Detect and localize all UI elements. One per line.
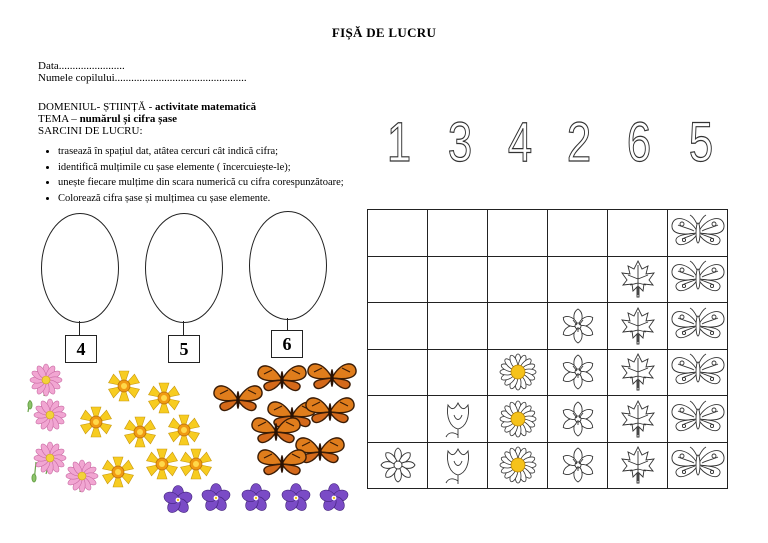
task-item: • Colorează cifra șase și mulțimea cu șase elemente. [58, 191, 344, 207]
ladder-row [368, 210, 728, 257]
ladder-cell [368, 442, 428, 489]
outline-digit: 4 [507, 110, 533, 173]
outline-digit: 3 [447, 110, 473, 173]
ladder-row [368, 349, 728, 396]
ladder-cell [668, 396, 728, 443]
daisy-icon [488, 352, 547, 392]
ladder-cell [548, 210, 608, 257]
ladder-row [368, 256, 728, 303]
ladder-cell [668, 210, 728, 257]
maple-leaf-icon [608, 399, 667, 439]
number-box: 6 [271, 330, 303, 358]
lily-icon [548, 400, 607, 438]
ladder-cell [668, 256, 728, 303]
ladder-cell [488, 210, 548, 257]
ladder-cell [608, 256, 668, 303]
number-box: 4 [65, 335, 97, 363]
ladder-cell [608, 396, 668, 443]
theme-label: TEMA – [38, 113, 77, 125]
oval-connector [287, 318, 288, 330]
tulip-icon [428, 399, 487, 439]
ladder-cell [608, 210, 668, 257]
task-item: • identifică mulțimile cu șase elemente ( încercuiește-le); [58, 160, 344, 176]
butterfly-icon [668, 258, 727, 300]
outline-digit: 5 [688, 110, 714, 173]
outline-digit: 2 [566, 110, 592, 173]
ladder-cell [548, 256, 608, 303]
ladder-cell [368, 396, 428, 443]
ladder-cell [368, 210, 428, 257]
butterfly-icon [668, 398, 727, 440]
ladder-cell [668, 303, 728, 350]
ladder-cell [488, 303, 548, 350]
task-item: • trasează în spațiul dat, atâtea cercuri cât indică cifra; [58, 144, 344, 160]
daisy-icon [488, 445, 547, 485]
oval-connector [79, 321, 80, 335]
ladder-cell [488, 256, 548, 303]
number-box: 5 [168, 335, 200, 363]
theme-line [38, 113, 177, 125]
lily-icon [548, 307, 607, 345]
theme-value: numărul și cifra șase [79, 113, 178, 125]
maple-leaf-icon [608, 306, 667, 346]
outline-digit: 1 [386, 110, 412, 173]
ladder-cell [608, 303, 668, 350]
monarch-butterfly-set [214, 364, 356, 475]
ladder-cell [428, 210, 488, 257]
ladder-cell [548, 396, 608, 443]
butterfly-icon [668, 305, 727, 347]
ladder-cell [368, 349, 428, 396]
maple-leaf-icon [608, 445, 667, 485]
child-name-line: Numele copilului................................................ [38, 72, 247, 84]
lily-icon [548, 353, 607, 391]
yellow-daffodil-set [81, 371, 212, 487]
oval-connector [183, 321, 184, 335]
ladder-cell [548, 303, 608, 350]
domain-label: DOMENIUL- ȘTIINȚĂ - [38, 101, 153, 113]
ladder-row [368, 396, 728, 443]
drawing-oval[interactable] [249, 211, 327, 320]
sketch-flower-icon [368, 446, 427, 484]
ladder-cell [428, 349, 488, 396]
tulip-icon [428, 445, 487, 485]
ladder-row [368, 442, 728, 489]
ladder-cell [428, 396, 488, 443]
ladder-cell [608, 442, 668, 489]
ladder-cell [428, 442, 488, 489]
daisy-icon [488, 399, 547, 439]
domain-value: activitate matematică [155, 101, 257, 113]
task-item: • unește fiecare mulțime din scara numerică cu cifra corespunzătoare; [58, 175, 344, 191]
ladder-row [368, 303, 728, 350]
ladder-cell [368, 303, 428, 350]
number-ladder-grid [367, 209, 728, 489]
ladder-cell [668, 442, 728, 489]
ladder-cell [488, 396, 548, 443]
butterfly-icon [668, 444, 727, 486]
date-line: Data........................ [38, 60, 125, 72]
ladder-cell [608, 349, 668, 396]
ladder-cell [548, 349, 608, 396]
tasks-heading: SARCINI DE LUCRU: [38, 125, 143, 137]
ladder-cell [488, 442, 548, 489]
butterfly-icon [668, 212, 727, 254]
task-list [36, 144, 344, 206]
flower-sets-illustration [0, 360, 362, 543]
butterfly-icon [668, 351, 727, 393]
ladder-cell [488, 349, 548, 396]
ladder-cell [668, 349, 728, 396]
drawing-oval[interactable] [145, 213, 223, 323]
ladder-cell [428, 256, 488, 303]
maple-leaf-icon [608, 259, 667, 299]
lily-icon [548, 446, 607, 484]
maple-leaf-icon [608, 352, 667, 392]
drawing-oval[interactable] [41, 213, 119, 323]
ladder-cell [368, 256, 428, 303]
ladder-cell [428, 303, 488, 350]
purple-violet-set [163, 484, 350, 515]
domain-line [38, 101, 256, 113]
ladder-cell [548, 442, 608, 489]
outline-digit: 6 [626, 110, 652, 173]
page-title: FIȘĂ DE LUCRU [331, 25, 437, 40]
